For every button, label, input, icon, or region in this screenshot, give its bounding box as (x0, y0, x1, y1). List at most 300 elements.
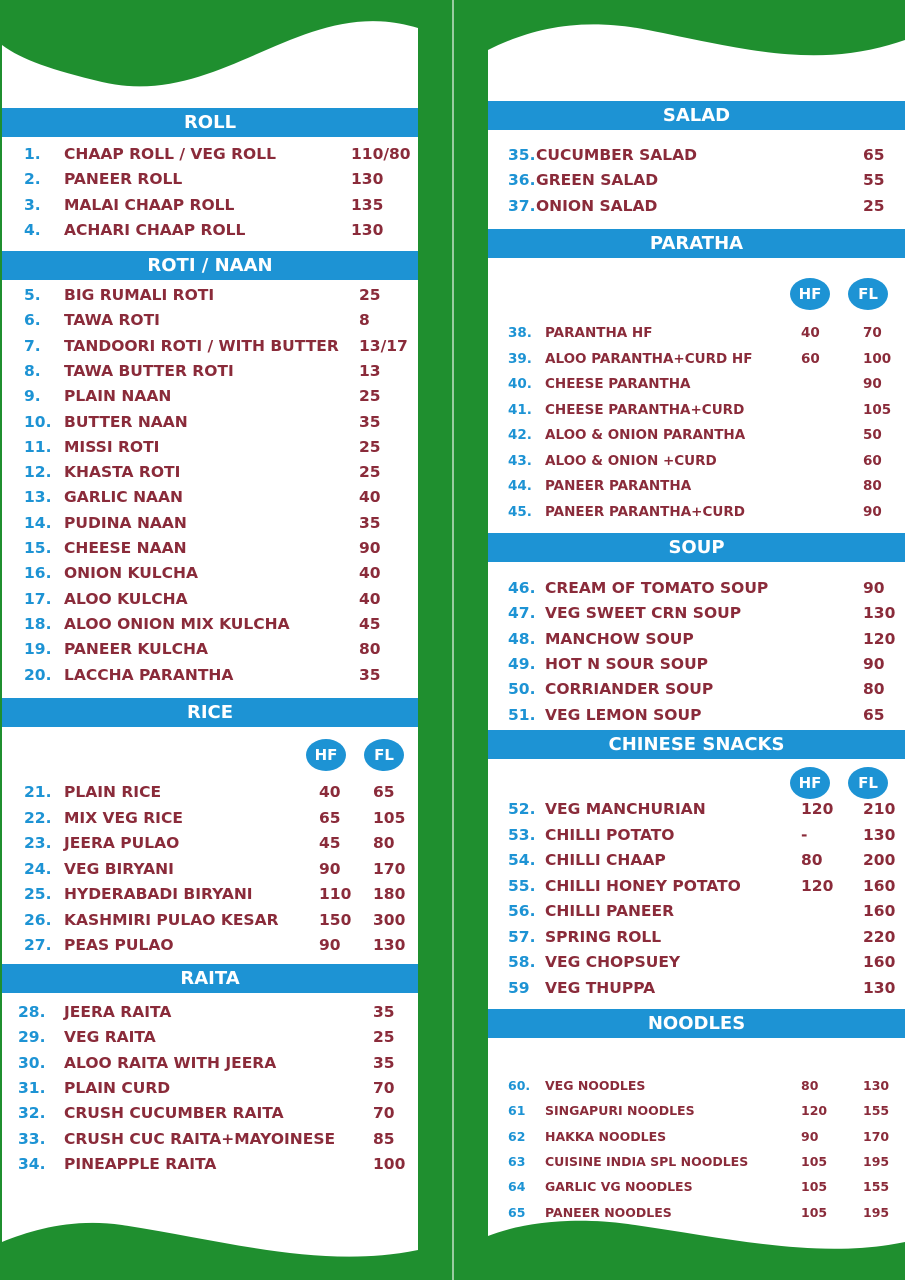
item-number: 53. (508, 825, 536, 844)
menu-item-row (2, 587, 418, 612)
item-number: 26. (24, 910, 52, 929)
item-number: 23. (24, 834, 52, 852)
item-price: 85 (373, 1129, 395, 1148)
item-number: 65 (508, 1204, 526, 1220)
item-name: VEG NOODLES (545, 1078, 646, 1093)
chinese-fl-badge: FL (848, 767, 888, 799)
item-name: CUISINE INDIA SPL NOODLES (545, 1153, 749, 1169)
item-name: ALOO RAITA WITH JEERA (64, 1053, 277, 1072)
item-number: 41. (508, 401, 532, 418)
item-number: 25. (24, 885, 52, 903)
menu-item-row (2, 1127, 418, 1152)
item-price-hf: 105 (801, 1204, 828, 1220)
item-number: 10. (24, 412, 52, 431)
item-price-fl: 210 (863, 800, 896, 818)
item-name: CHEESE NAAN (64, 539, 187, 557)
item-price-hf: 105 (801, 1179, 828, 1195)
item-number: 32. (18, 1104, 46, 1123)
item-price-hf: 40 (319, 783, 341, 801)
menu-item-row (2, 410, 418, 435)
item-name: CHILLI POTATO (545, 825, 675, 844)
item-number: 4. (24, 220, 41, 239)
item-number: 13. (24, 488, 52, 507)
menu-item-row (2, 882, 418, 907)
paratha-hf-badge: HF (790, 278, 830, 310)
item-price-fl: 80 (373, 834, 395, 852)
item-name: LACCHA PARANTHA (64, 665, 234, 684)
item-number: 29. (18, 1028, 46, 1047)
item-price: 13/17 (359, 336, 408, 355)
item-name: HOT N SOUR SOUP (545, 654, 709, 673)
item-name: PLAIN CURD (64, 1078, 171, 1097)
item-price-hf: 110 (319, 885, 352, 903)
item-name: SINGAPURI NOODLES (545, 1103, 695, 1119)
item-name: ALOO & ONION +CURD (545, 452, 717, 469)
menu-item-row (2, 1076, 418, 1101)
menu-item-row (2, 1101, 418, 1126)
menu-item-row (488, 1098, 905, 1123)
menu-item-row (488, 1174, 905, 1199)
menu-item-row (488, 372, 905, 397)
menu-item-row (488, 925, 905, 950)
menu-item-row (2, 1051, 418, 1076)
item-price-fl: 130 (863, 978, 896, 997)
item-price: 45 (359, 614, 381, 633)
item-number: 14. (24, 513, 52, 532)
item-number: 2. (24, 170, 41, 189)
item-price-fl: 130 (863, 825, 896, 844)
item-price-fl: 170 (373, 859, 406, 878)
menu-item-row (488, 576, 905, 601)
paratha-fl-badge: FL (848, 278, 888, 310)
item-number: 40. (508, 376, 532, 392)
wave-top-decoration (488, 0, 905, 100)
item-name: PANEER PARANTHA (545, 478, 692, 494)
item-name: TAWA BUTTER ROTI (64, 361, 234, 380)
item-price-fl: 80 (863, 478, 882, 494)
item-number: 49. (508, 654, 536, 673)
item-number: 47. (508, 604, 536, 623)
menu-item-row (2, 334, 418, 359)
item-name: VEG THUPPA (545, 978, 656, 997)
item-name: VEG SWEET CRN SOUP (545, 604, 742, 623)
item-number: 51. (508, 705, 536, 724)
item-price: 40 (359, 564, 381, 583)
item-price: 35 (359, 665, 381, 684)
item-price: 25 (359, 437, 381, 456)
menu-item-row (488, 500, 905, 525)
item-price: 13 (359, 361, 381, 380)
menu-item-row (488, 652, 905, 677)
menu-item-row (488, 143, 905, 168)
item-name: TAWA ROTI (64, 311, 160, 330)
item-name: BUTTER NAAN (64, 412, 188, 431)
menu-item-row (2, 806, 418, 831)
menu-item-row (2, 536, 418, 561)
item-number: 62 (508, 1128, 526, 1144)
item-name: PUDINA NAAN (64, 513, 187, 532)
item-name: ONION KULCHA (64, 564, 199, 583)
menu-item-row (2, 142, 418, 167)
item-name: BIG RUMALI ROTI (64, 286, 215, 304)
section-title-rice: RICE (2, 698, 418, 727)
item-price: 40 (359, 589, 381, 608)
item-number: 9. (24, 387, 41, 406)
item-price-fl: 50 (863, 427, 882, 443)
section-title-salad: SALAD (488, 101, 905, 130)
item-name: VEG CHOPSUEY (545, 953, 681, 971)
section-title-chinese-snacks: CHINESE SNACKS (488, 730, 905, 759)
item-name: CRUSH CUCUMBER RAITA (64, 1104, 284, 1123)
item-price-hf: 80 (801, 851, 823, 869)
menu-item-row (2, 308, 418, 333)
menu-item-row (488, 823, 905, 848)
item-number: 7. (24, 336, 41, 355)
item-number: 56. (508, 902, 536, 920)
item-name: CHILLI PANEER (545, 902, 675, 920)
item-price: 80 (863, 680, 885, 699)
item-name: PEAS PULAO (64, 936, 174, 954)
item-price: 25 (359, 463, 381, 482)
item-name: ONION SALAD (536, 196, 658, 215)
item-number: 64 (508, 1179, 526, 1195)
menu-item-row (488, 474, 905, 499)
item-number: 3. (24, 195, 41, 214)
menu-item-row (488, 398, 905, 423)
item-number: 45. (508, 503, 532, 520)
item-price: 120 (863, 629, 896, 648)
wave-top-decoration (2, 0, 418, 100)
menu-item-row (488, 347, 905, 372)
item-name: VEG BIRYANI (64, 859, 174, 878)
item-price: 130 (351, 220, 384, 239)
item-price-fl: 155 (863, 1103, 890, 1119)
item-price-fl: 90 (863, 503, 882, 520)
item-name: PANEER ROLL (64, 170, 183, 189)
item-price: 40 (359, 488, 381, 507)
item-name: CHEESE PARANTHA+CURD (545, 401, 745, 418)
item-number: 31. (18, 1078, 46, 1097)
item-price: 70 (373, 1104, 395, 1123)
item-number: 16. (24, 564, 52, 583)
item-name: PARANTHA HF (545, 325, 653, 341)
item-number: 54. (508, 851, 536, 869)
item-name: MALAI CHAAP ROLL (64, 195, 235, 214)
item-name: JEERA PULAO (64, 834, 180, 852)
menu-item-row (488, 848, 905, 873)
menu-item-row (488, 1073, 905, 1098)
item-number: 52. (508, 800, 536, 818)
item-number: 44. (508, 478, 532, 494)
item-number: 57. (508, 927, 536, 946)
item-price-fl: 60 (863, 452, 882, 469)
item-number: 30. (18, 1053, 46, 1072)
item-name: PANEER KULCHA (64, 640, 208, 659)
item-price-hf: 90 (319, 936, 341, 954)
item-number: 43. (508, 452, 532, 469)
menu-item-row (2, 193, 418, 218)
item-number: 58. (508, 953, 536, 971)
item-price-fl: 105 (373, 808, 406, 827)
menu-item-row (488, 1124, 905, 1149)
item-price-fl: 65 (373, 783, 395, 801)
item-number: 20. (24, 665, 52, 684)
section-title-roti: ROTI / NAAN (2, 251, 418, 280)
item-name: CRUSH CUC RAITA+MAYOINESE (64, 1129, 336, 1148)
item-number: 27. (24, 936, 52, 954)
menu-item-row (2, 485, 418, 510)
item-price-hf: 80 (801, 1078, 819, 1093)
item-name: KHASTA ROTI (64, 463, 181, 482)
item-number: 48. (508, 629, 536, 648)
item-number: 33. (18, 1129, 46, 1148)
item-name: CUCUMBER SALAD (536, 146, 697, 164)
menu-item-row (2, 780, 418, 805)
item-price-fl: 200 (863, 851, 896, 869)
item-price: 35 (359, 513, 381, 532)
rice-fl-badge: FL (364, 739, 404, 771)
item-price: 90 (359, 539, 381, 557)
item-price: 90 (863, 654, 885, 673)
item-price-fl: 160 (863, 953, 896, 971)
item-number: 1. (24, 145, 41, 163)
item-number: 11. (24, 437, 52, 456)
item-price-fl: 180 (373, 885, 406, 903)
item-price: 25 (359, 286, 381, 304)
item-price: 55 (863, 171, 885, 190)
item-price-fl: 130 (373, 936, 406, 954)
menu-item-row (488, 976, 905, 1001)
menu-item-row (2, 167, 418, 192)
item-name: ALOO KULCHA (64, 589, 188, 608)
item-number: 8. (24, 361, 41, 380)
item-number: 24. (24, 859, 52, 878)
item-price: 130 (863, 604, 896, 623)
menu-item-row (488, 1149, 905, 1174)
rice-hf-badge: HF (306, 739, 346, 771)
item-price: 110/80 (351, 145, 411, 163)
item-price: 130 (351, 170, 384, 189)
item-name: MANCHOW SOUP (545, 629, 694, 648)
item-price-hf: 60 (801, 350, 820, 367)
item-name: GARLIC NAAN (64, 488, 184, 507)
item-price-hf: - (801, 825, 808, 844)
item-number: 34. (18, 1154, 46, 1173)
menu-item-row (2, 283, 418, 308)
item-price: 65 (863, 705, 885, 724)
menu-item-row (488, 677, 905, 702)
item-price: 25 (373, 1028, 395, 1047)
item-name: MIX VEG RICE (64, 808, 183, 827)
menu-item-row (488, 449, 905, 474)
item-price: 100 (373, 1154, 406, 1173)
item-number: 19. (24, 640, 52, 659)
item-name: HAKKA NOODLES (545, 1128, 667, 1144)
item-number: 6. (24, 311, 41, 330)
menu-item-row (488, 423, 905, 448)
item-name: ALOO ONION MIX KULCHA (64, 614, 290, 633)
item-price-hf: 90 (319, 859, 341, 878)
item-name: KASHMIRI PULAO KESAR (64, 910, 279, 929)
menu-item-row (2, 218, 418, 243)
item-name: CHAAP ROLL / VEG ROLL (64, 145, 276, 163)
item-name: SPRING ROLL (545, 927, 662, 946)
item-name: PANEER PARANTHA+CURD (545, 503, 745, 520)
item-price: 35 (373, 1003, 395, 1021)
item-name: CHEESE PARANTHA (545, 376, 691, 392)
item-price-hf: 150 (319, 910, 352, 929)
menu-item-row (488, 899, 905, 924)
chinese-hf-badge: HF (790, 767, 830, 799)
item-price: 25 (359, 387, 381, 406)
item-price-fl: 155 (863, 1179, 890, 1195)
menu-item-row (2, 831, 418, 856)
item-price-fl: 220 (863, 927, 896, 946)
menu-item-row (2, 637, 418, 662)
item-price: 25 (863, 196, 885, 215)
item-number: 38. (508, 325, 532, 341)
item-name: CREAM OF TOMATO SOUP (545, 579, 769, 597)
menu-item-row (2, 933, 418, 958)
item-name: MISSI ROTI (64, 437, 160, 456)
item-price-fl: 70 (863, 325, 882, 341)
item-price-hf: 45 (319, 834, 341, 852)
item-number: 37. (508, 196, 536, 215)
item-name: ALOO PARANTHA+CURD HF (545, 350, 753, 367)
item-number: 12. (24, 463, 52, 482)
item-number: 55. (508, 876, 536, 895)
item-price-fl: 160 (863, 902, 896, 920)
item-number: 36. (508, 171, 536, 190)
menu-item-row (488, 797, 905, 822)
item-price: 8 (359, 311, 370, 330)
menu-item-row (2, 663, 418, 688)
menu-item-row (2, 1152, 418, 1177)
menu-item-row (2, 435, 418, 460)
menu-item-row (488, 1200, 905, 1225)
item-price-fl: 195 (863, 1204, 890, 1220)
item-number: 42. (508, 427, 532, 443)
item-name: PLAIN NAAN (64, 387, 172, 406)
item-name: GREEN SALAD (536, 171, 659, 190)
item-number: 46. (508, 579, 536, 597)
item-name: VEG RAITA (64, 1028, 156, 1047)
item-price-fl: 160 (863, 876, 896, 895)
menu-item-row (488, 601, 905, 626)
item-price-fl: 105 (863, 401, 892, 418)
menu-item-row (488, 321, 905, 346)
left-menu-panel (2, 0, 418, 1280)
menu-item-row (2, 384, 418, 409)
menu-item-row (488, 874, 905, 899)
item-price-hf: 90 (801, 1128, 819, 1144)
item-number: 17. (24, 589, 52, 608)
item-name: CHILLI CHAAP (545, 851, 666, 869)
item-number: 59 (508, 978, 530, 997)
menu-item-row (2, 1000, 418, 1025)
item-price-hf: 120 (801, 800, 834, 818)
menu-item-row (488, 627, 905, 652)
item-name: TANDOORI ROTI / WITH BUTTER (64, 336, 339, 355)
item-name: GARLIC VG NOODLES (545, 1179, 693, 1195)
item-number: 35. (508, 146, 536, 164)
section-title-soup: SOUP (488, 533, 905, 562)
item-number: 22. (24, 808, 52, 827)
item-name: ALOO & ONION PARANTHA (545, 427, 746, 443)
menu-item-row (2, 908, 418, 933)
item-name: VEG MANCHURIAN (545, 800, 706, 818)
menu-item-row (2, 511, 418, 536)
item-number: 15. (24, 539, 52, 557)
item-number: 60. (508, 1078, 531, 1093)
menu-item-row (2, 857, 418, 882)
menu-item-row (488, 168, 905, 193)
section-title-roll: ROLL (2, 108, 418, 137)
item-price-fl: 90 (863, 376, 882, 392)
item-number: 39. (508, 350, 532, 367)
item-name: CORRIANDER SOUP (545, 680, 714, 699)
item-number: 61 (508, 1103, 526, 1119)
item-price: 65 (863, 146, 885, 164)
item-number: 18. (24, 614, 52, 633)
wave-bottom-decoration (2, 1200, 418, 1280)
item-name: PANEER NOODLES (545, 1204, 672, 1220)
item-name: PLAIN RICE (64, 783, 162, 801)
menu-item-row (2, 359, 418, 384)
item-name: VEG LEMON SOUP (545, 705, 702, 724)
item-name: CHILLI HONEY POTATO (545, 876, 741, 895)
menu-item-row (488, 703, 905, 728)
item-price-hf: 105 (801, 1153, 828, 1169)
item-price-hf: 65 (319, 808, 341, 827)
item-name: JEERA RAITA (64, 1003, 172, 1021)
section-title-noodles: NOODLES (488, 1009, 905, 1038)
item-number: 21. (24, 783, 52, 801)
item-price-hf: 120 (801, 1103, 828, 1119)
item-number: 50. (508, 680, 536, 699)
item-price-hf: 40 (801, 325, 820, 341)
item-price: 70 (373, 1078, 395, 1097)
item-price: 135 (351, 195, 384, 214)
panel-divider (452, 0, 454, 1280)
item-name: HYDERABADI BIRYANI (64, 885, 253, 903)
item-number: 63 (508, 1153, 526, 1169)
item-price-fl: 130 (863, 1078, 890, 1093)
item-price: 35 (359, 412, 381, 431)
item-name: PINEAPPLE RAITA (64, 1154, 217, 1173)
item-price-fl: 100 (863, 350, 892, 367)
item-price: 35 (373, 1053, 395, 1072)
right-menu-panel (488, 0, 905, 1280)
item-number: 28. (18, 1003, 46, 1021)
item-number: 5. (24, 286, 41, 304)
item-price-hf: 120 (801, 876, 834, 895)
item-price-fl: 300 (373, 910, 406, 929)
item-price: 80 (359, 640, 381, 659)
section-title-raita: RAITA (2, 964, 418, 993)
item-price-fl: 195 (863, 1153, 890, 1169)
menu-item-row (2, 561, 418, 586)
menu-item-row (488, 194, 905, 219)
menu-item-row (488, 950, 905, 975)
menu-item-row (2, 1025, 418, 1050)
item-price-fl: 170 (863, 1128, 890, 1144)
menu-item-row (2, 460, 418, 485)
menu-item-row (2, 612, 418, 637)
item-name: ACHARI CHAAP ROLL (64, 220, 246, 239)
item-price: 90 (863, 579, 885, 597)
section-title-paratha: PARATHA (488, 229, 905, 258)
